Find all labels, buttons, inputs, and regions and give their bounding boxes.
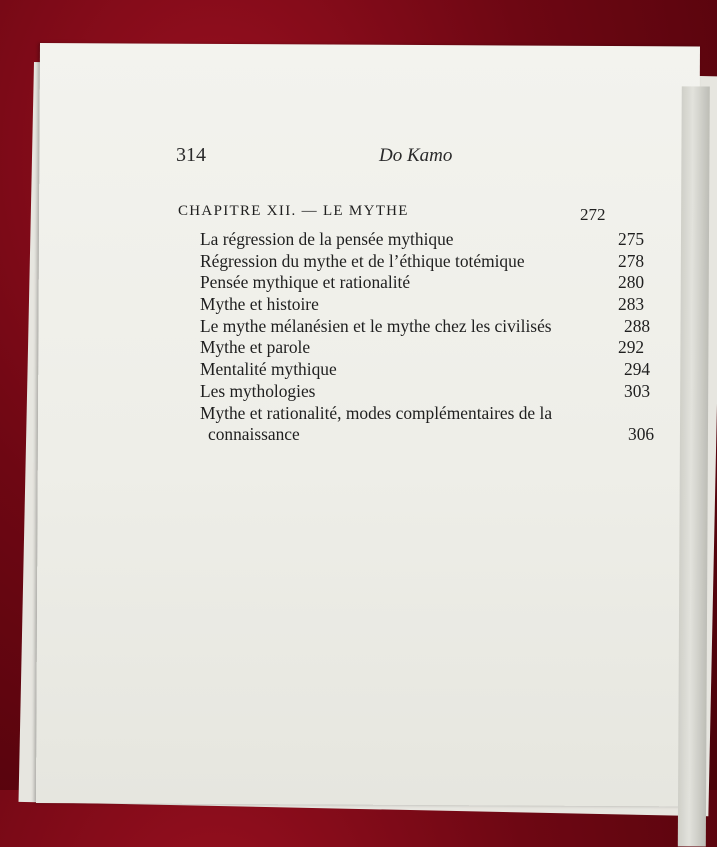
table-of-contents bbox=[178, 203, 655, 447]
toc-entry-page: 294 bbox=[624, 359, 651, 380]
toc-entry-label: Les mythologies bbox=[200, 380, 316, 401]
toc-entry-page: 278 bbox=[618, 250, 645, 271]
toc-entry bbox=[178, 337, 650, 359]
chapter-page-number: 272 bbox=[580, 205, 606, 224]
toc-entry-page: 303 bbox=[624, 380, 651, 401]
page-header bbox=[176, 144, 616, 168]
toc-entry-page: 275 bbox=[618, 229, 645, 249]
toc-entry-label: Mythe et rationalité, modes complémentaires de la bbox=[200, 402, 553, 423]
toc-entries bbox=[178, 229, 655, 447]
running-title: Do Kamo bbox=[379, 145, 453, 166]
toc-entry-page: 306 bbox=[628, 424, 655, 445]
toc-entry-label: Pensée mythique et rationalité bbox=[200, 272, 411, 293]
toc-entry bbox=[178, 251, 650, 273]
toc-entry-label: La régression de la pensée mythique bbox=[200, 229, 454, 249]
toc-entry bbox=[178, 316, 650, 338]
toc-entry bbox=[178, 381, 650, 403]
toc-entry-label: Mythe et parole bbox=[200, 337, 311, 358]
chapter-heading bbox=[178, 203, 650, 229]
page-edge bbox=[678, 86, 710, 846]
toc-entry bbox=[178, 294, 650, 316]
chapter-title: CHAPITRE XII. — LE MYTHE bbox=[178, 203, 409, 219]
toc-entry-label: Le mythe mélanésien et le mythe chez les civilisés bbox=[200, 315, 552, 336]
toc-entry-page: 280 bbox=[618, 272, 645, 293]
toc-entry bbox=[178, 402, 655, 447]
toc-entry-page: 283 bbox=[618, 294, 645, 315]
toc-entry bbox=[178, 229, 650, 251]
toc-entry-label: Mythe et histoire bbox=[200, 294, 319, 315]
page-number: 314 bbox=[176, 144, 206, 166]
toc-entry bbox=[178, 359, 650, 381]
toc-entry bbox=[178, 272, 650, 294]
toc-entry-label-continued: connaissance bbox=[208, 424, 300, 445]
toc-entry-page: 288 bbox=[624, 315, 651, 336]
toc-entry-label: Régression du mythe et de l’éthique totémique bbox=[200, 250, 525, 271]
toc-entry-label: Mentalité mythique bbox=[200, 359, 337, 380]
toc-entry-page: 292 bbox=[618, 337, 645, 358]
